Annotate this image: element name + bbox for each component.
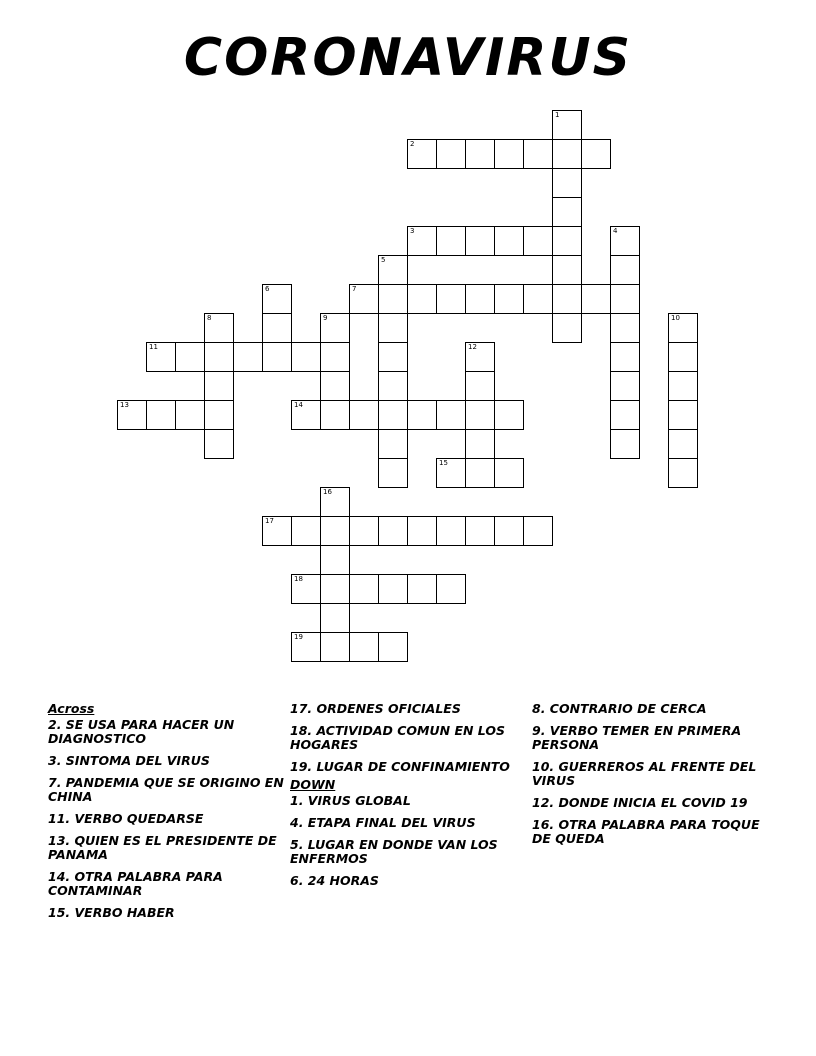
grid-cell[interactable]	[175, 400, 205, 430]
grid-cell[interactable]	[407, 516, 437, 546]
clue-down-9: 9. VERBO TEMER EN PRIMERA PERSONA	[532, 723, 742, 752]
grid-cell[interactable]	[668, 313, 698, 343]
grid-cell[interactable]	[523, 139, 553, 169]
grid-cell[interactable]	[291, 632, 321, 662]
grid-cell[interactable]	[349, 516, 379, 546]
clue-number: 12	[468, 343, 477, 351]
puzzle-title: CORONAVIRUS	[183, 28, 633, 88]
grid-cell[interactable]	[407, 226, 437, 256]
clue-number: 13	[120, 401, 129, 409]
clue-down-16: 16. OTRA PALABRA PARA TOQUE DE QUEDA	[532, 817, 760, 846]
clue-number: 8	[207, 314, 212, 322]
grid-cell[interactable]	[610, 313, 640, 343]
grid-cell[interactable]	[378, 429, 408, 459]
grid-cell[interactable]	[436, 226, 466, 256]
grid-cell[interactable]	[610, 400, 640, 430]
down-heading: DOWN	[290, 777, 336, 792]
grid-cell[interactable]	[204, 371, 234, 401]
grid-cell[interactable]	[291, 574, 321, 604]
grid-cell[interactable]	[378, 516, 408, 546]
grid-cell[interactable]	[610, 371, 640, 401]
grid-cell[interactable]	[233, 342, 263, 372]
clue-across-11: 11. VERBO QUEDARSE	[48, 811, 204, 826]
clue-across-15: 15. VERBO HABER	[48, 905, 175, 920]
grid-cell[interactable]	[378, 284, 408, 314]
grid-cell[interactable]	[610, 342, 640, 372]
grid-cell[interactable]	[320, 603, 350, 633]
grid-cell[interactable]	[436, 284, 466, 314]
grid-cell[interactable]	[436, 400, 466, 430]
grid-cell[interactable]	[407, 400, 437, 430]
grid-cell[interactable]	[494, 226, 524, 256]
grid-cell[interactable]	[378, 342, 408, 372]
grid-cell[interactable]	[378, 400, 408, 430]
clue-number: 18	[294, 575, 303, 583]
clue-number: 9	[323, 314, 328, 322]
grid-cell[interactable]	[175, 342, 205, 372]
grid-cell[interactable]	[407, 284, 437, 314]
grid-cell[interactable]	[378, 313, 408, 343]
grid-cell[interactable]	[320, 342, 350, 372]
grid-cell[interactable]	[320, 574, 350, 604]
grid-cell[interactable]	[291, 516, 321, 546]
clue-down-6: 6. 24 HORAS	[290, 873, 379, 888]
clue-number: 19	[294, 633, 303, 641]
grid-cell[interactable]	[668, 400, 698, 430]
clue-number: 14	[294, 401, 303, 409]
clue-number: 1	[555, 111, 560, 119]
grid-cell[interactable]	[320, 516, 350, 546]
grid-cell[interactable]	[320, 545, 350, 575]
clue-across-2: 2. SE USA PARA HACER UN DIAGNOSTICO	[48, 717, 235, 746]
grid-cell[interactable]	[610, 429, 640, 459]
grid-cell[interactable]	[262, 284, 292, 314]
clue-down-1: 1. VIRUS GLOBAL	[290, 793, 411, 808]
grid-cell[interactable]	[320, 632, 350, 662]
grid-cell[interactable]	[349, 400, 379, 430]
grid-cell[interactable]	[581, 284, 611, 314]
clue-across-14: 14. OTRA PALABRA PARA CONTAMINAR	[48, 869, 223, 898]
grid-cell[interactable]	[494, 516, 524, 546]
grid-cell[interactable]	[262, 313, 292, 343]
grid-cell[interactable]	[378, 574, 408, 604]
grid-cell[interactable]	[610, 284, 640, 314]
clue-number: 10	[671, 314, 680, 322]
grid-cell[interactable]	[465, 139, 495, 169]
clue-across-3: 3. SINTOMA DEL VIRUS	[48, 753, 210, 768]
grid-cell[interactable]	[378, 632, 408, 662]
clues-column-3	[532, 702, 772, 854]
grid-cell[interactable]	[262, 342, 292, 372]
grid-cell[interactable]	[378, 371, 408, 401]
grid-cell[interactable]	[320, 313, 350, 343]
grid-cell[interactable]	[523, 226, 553, 256]
grid-cell[interactable]	[465, 284, 495, 314]
grid-cell[interactable]	[320, 487, 350, 517]
grid-cell[interactable]	[436, 458, 466, 488]
grid-cell[interactable]	[552, 168, 582, 198]
grid-cell[interactable]	[465, 400, 495, 430]
clue-number: 6	[265, 285, 270, 293]
grid-cell[interactable]	[465, 342, 495, 372]
grid-cell[interactable]	[204, 429, 234, 459]
grid-cell[interactable]	[378, 255, 408, 285]
clue-down-10: 10. GUERREROS AL FRENTE DEL VIRUS	[532, 759, 757, 788]
grid-cell[interactable]	[494, 400, 524, 430]
grid-cell[interactable]	[465, 371, 495, 401]
grid-cell[interactable]	[465, 516, 495, 546]
clues-column-2	[290, 702, 530, 896]
grid-cell[interactable]	[523, 516, 553, 546]
grid-cell[interactable]	[204, 400, 234, 430]
grid-cell[interactable]	[117, 400, 147, 430]
clue-down-4: 4. ETAPA FINAL DEL VIRUS	[290, 815, 476, 830]
clue-down-5: 5. LUGAR EN DONDE VAN LOS ENFERMOS	[290, 837, 498, 866]
grid-cell[interactable]	[552, 226, 582, 256]
grid-cell[interactable]	[465, 226, 495, 256]
clue-down-8: 8. CONTRARIO DE CERCA	[532, 701, 707, 716]
grid-cell[interactable]	[581, 139, 611, 169]
grid-cell[interactable]	[465, 429, 495, 459]
clues-column-1	[48, 702, 288, 928]
grid-cell[interactable]	[668, 458, 698, 488]
clue-number: 15	[439, 459, 448, 467]
grid-cell[interactable]	[552, 313, 582, 343]
grid-cell[interactable]	[552, 284, 582, 314]
grid-cell[interactable]	[204, 313, 234, 343]
clue-number: 3	[410, 227, 415, 235]
grid-cell[interactable]	[291, 342, 321, 372]
grid-cell[interactable]	[378, 458, 408, 488]
clue-across-19: 19. LUGAR DE CONFINAMIENTO	[290, 759, 510, 774]
clue-across-17: 17. ORDENES OFICIALES	[290, 701, 461, 716]
grid-cell[interactable]	[552, 255, 582, 285]
grid-cell[interactable]	[146, 342, 176, 372]
clue-number: 11	[149, 343, 158, 351]
grid-cell[interactable]	[523, 284, 553, 314]
clue-number: 2	[410, 140, 415, 148]
clue-across-7: 7. PANDEMIA QUE SE ORIGINO EN CHINA	[48, 775, 284, 804]
grid-cell[interactable]	[494, 458, 524, 488]
grid-cell[interactable]	[494, 139, 524, 169]
clue-number: 16	[323, 488, 332, 496]
grid-cell[interactable]	[668, 342, 698, 372]
clue-down-12: 12. DONDE INICIA EL COVID 19	[532, 795, 748, 810]
clue-number: 17	[265, 517, 274, 525]
grid-cell[interactable]	[610, 255, 640, 285]
clue-number: 5	[381, 256, 386, 264]
grid-cell[interactable]	[552, 139, 582, 169]
clue-number: 7	[352, 285, 357, 293]
grid-cell[interactable]	[320, 371, 350, 401]
grid-cell[interactable]	[262, 516, 292, 546]
grid-cell[interactable]	[291, 400, 321, 430]
grid-cell[interactable]	[407, 139, 437, 169]
grid-cell[interactable]	[494, 284, 524, 314]
grid-cell[interactable]	[349, 574, 379, 604]
grid-cell[interactable]	[204, 342, 234, 372]
clue-across-13: 13. QUIEN ES EL PRESIDENTE DE PANAMA	[48, 833, 277, 862]
grid-cell[interactable]	[320, 400, 350, 430]
grid-cell[interactable]	[349, 632, 379, 662]
grid-cell[interactable]	[146, 400, 176, 430]
grid-cell[interactable]	[436, 139, 466, 169]
across-heading: Across	[48, 701, 95, 716]
clue-across-18: 18. ACTIVIDAD COMUN EN LOS HOGARES	[290, 723, 505, 752]
grid-cell[interactable]	[668, 371, 698, 401]
grid-cell[interactable]	[552, 110, 582, 140]
grid-cell[interactable]	[436, 574, 466, 604]
grid-cell[interactable]	[610, 226, 640, 256]
grid-cell[interactable]	[668, 429, 698, 459]
grid-cell[interactable]	[436, 516, 466, 546]
grid-cell[interactable]	[349, 284, 379, 314]
clue-number: 4	[613, 227, 618, 235]
grid-cell[interactable]	[407, 574, 437, 604]
grid-cell[interactable]	[465, 458, 495, 488]
grid-cell[interactable]	[552, 197, 582, 227]
